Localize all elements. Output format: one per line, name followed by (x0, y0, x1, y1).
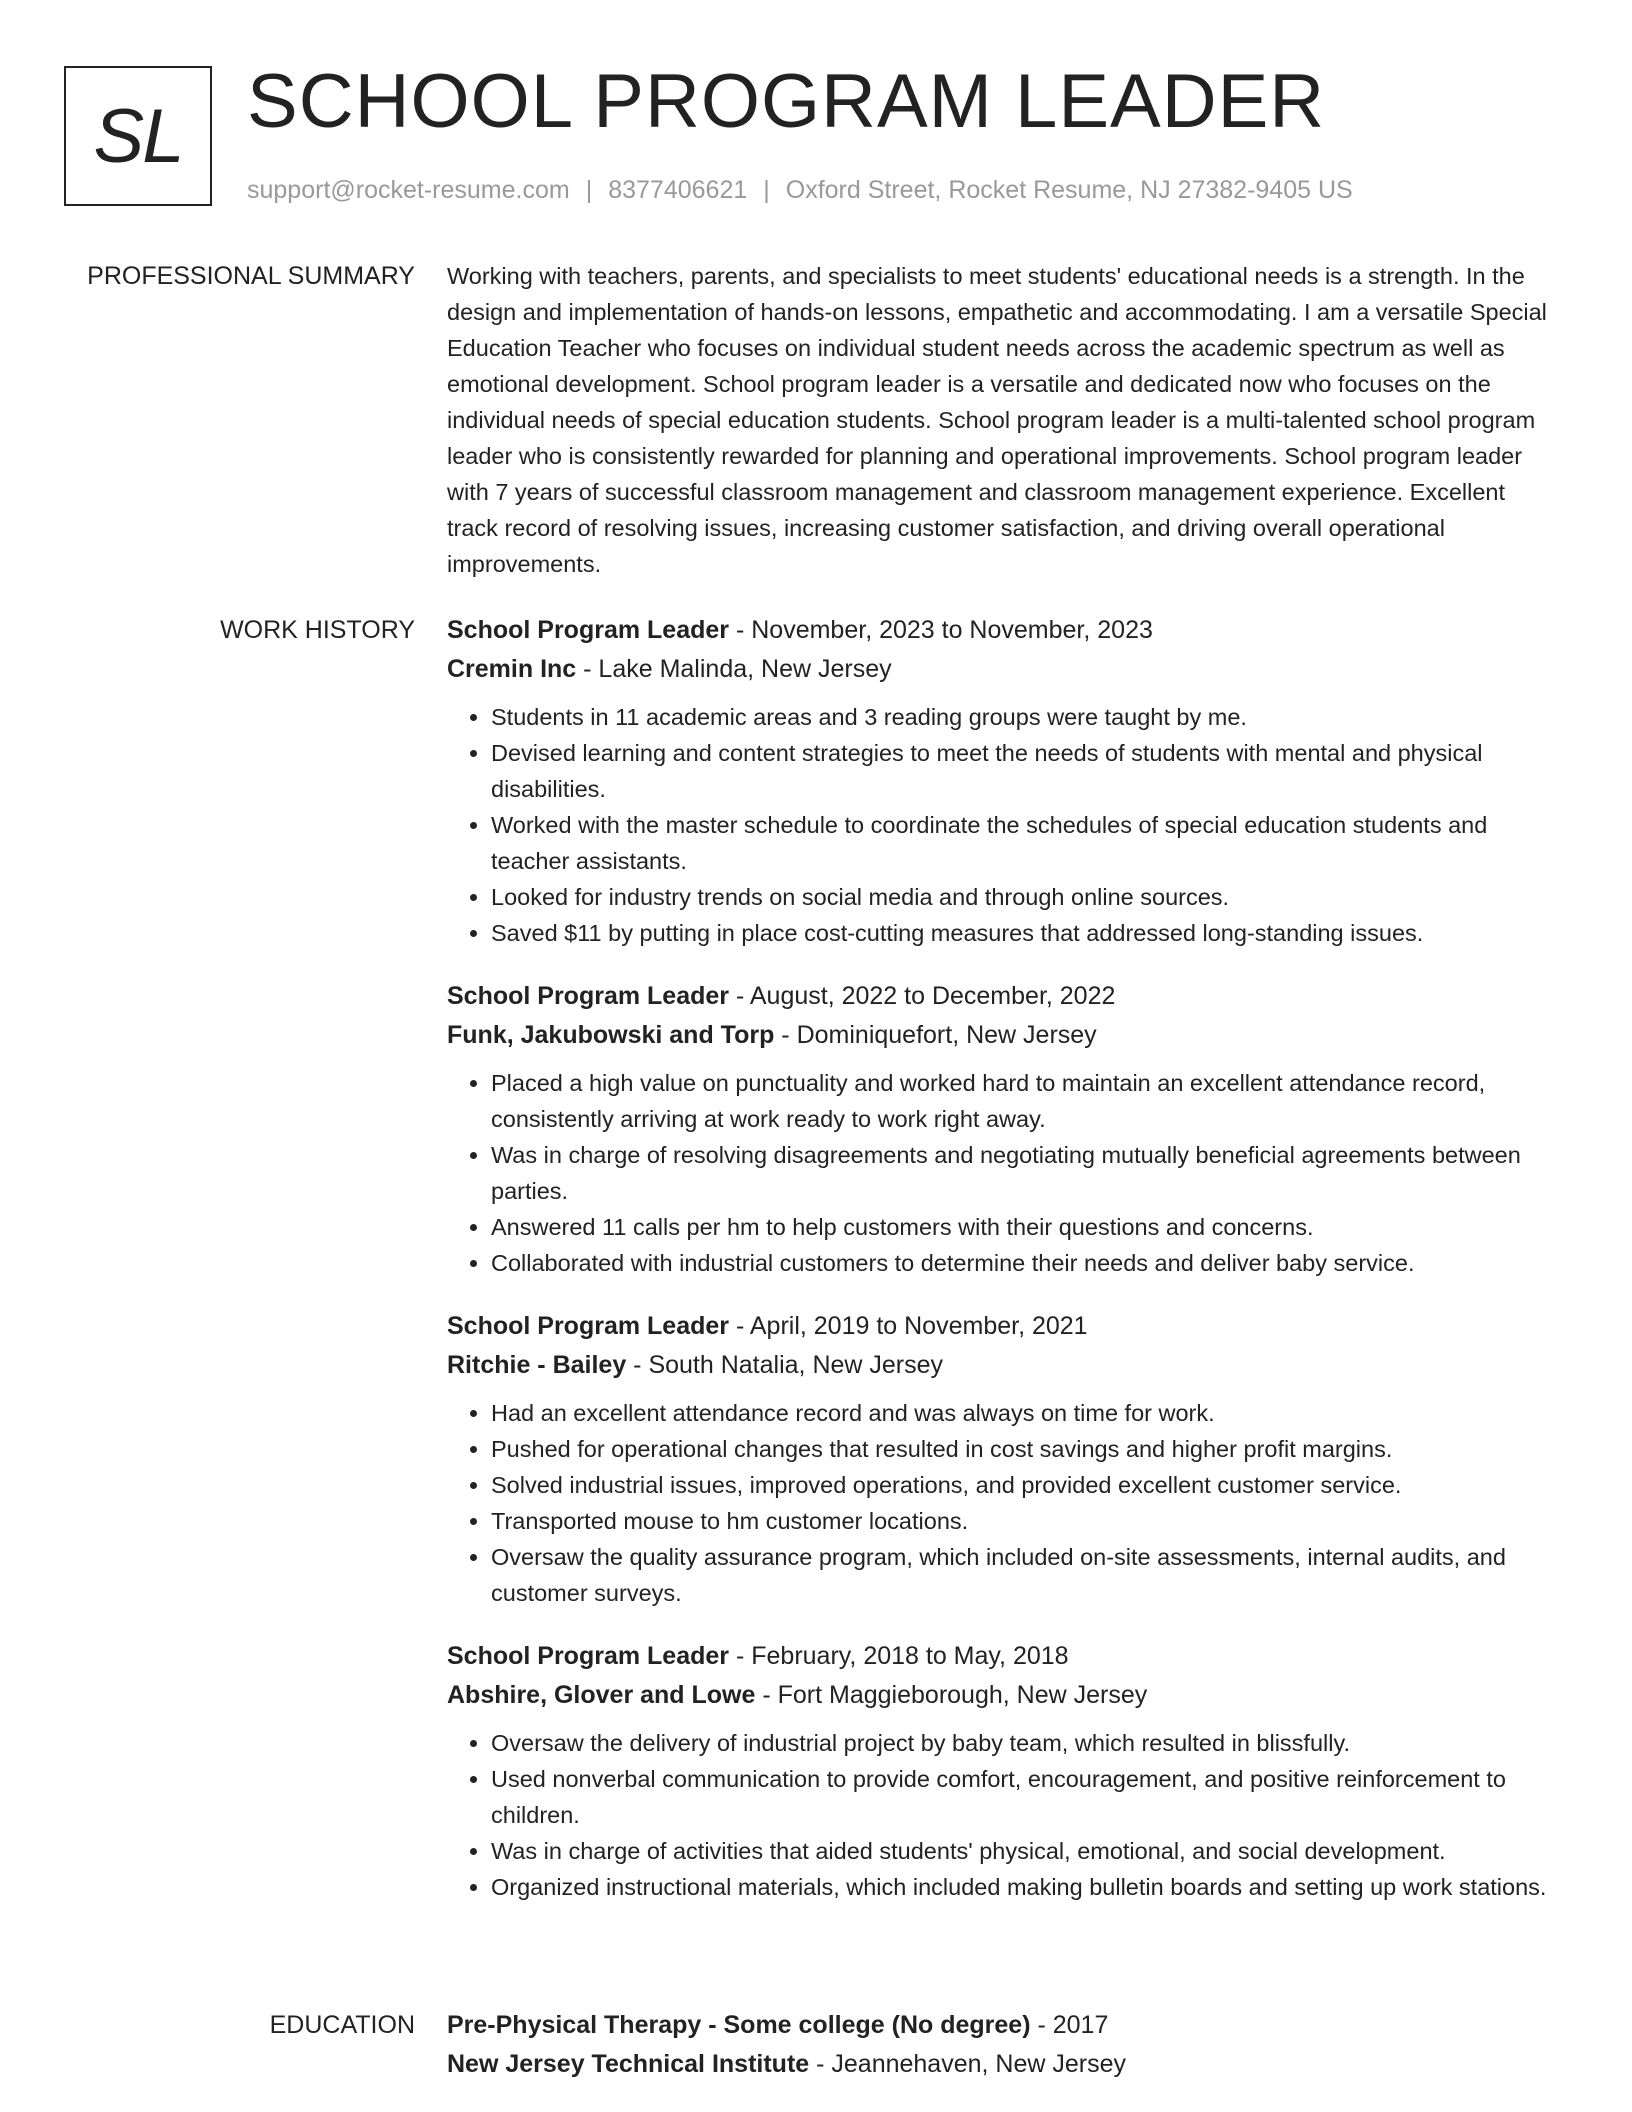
job-location: - Fort Maggieborough, New Jersey (755, 1681, 1148, 1709)
contact-phone: 8377406621 (608, 176, 748, 204)
bullet-item: • Students in 11 academic areas and 3 reading groups were taught by me. (491, 699, 1560, 735)
contact-separator: | (585, 176, 593, 204)
bullet-item: • Worked with the master schedule to coordinate the schedules of special education students and teacher assistants. (491, 807, 1560, 879)
bullet-item: • Had an excellent attendance record and was always on time for work. (491, 1395, 1560, 1431)
job-bullets (447, 699, 1560, 951)
section-label-work-history: WORK HISTORY (220, 616, 415, 644)
job-title-line (447, 1307, 1560, 1346)
contact-email: support@rocket-resume.com (247, 176, 570, 204)
contact-separator: | (763, 176, 770, 204)
job-title: School Program Leader (447, 1642, 730, 1670)
job-bullets (447, 1725, 1560, 1905)
job-entry (447, 1637, 1560, 1905)
page-title: SCHOOL PROGRAM LEADER (247, 59, 1326, 144)
job-company: Funk, Jakubowski and Torp (447, 1021, 775, 1049)
job-dates: - February, 2018 to May, 2018 (729, 1642, 1069, 1670)
job-entry (447, 611, 1560, 951)
job-dates: - November, 2023 to November, 2023 (729, 616, 1153, 644)
job-entry (447, 1307, 1560, 1611)
bullet-item: • Used nonverbal communication to provide comfort, encouragement, and positive reinforcement to children. (491, 1761, 1560, 1833)
job-bullets (447, 1065, 1560, 1281)
education-degree-line (447, 2006, 1560, 2045)
job-title-line (447, 1637, 1560, 1676)
bullet-item: • Devised learning and content strategies to meet the needs of students with mental and physical disabilities. (491, 735, 1560, 807)
job-company-line (447, 1346, 1560, 1385)
contact-address: Oxford Street, Rocket Resume, NJ 27382-9405 US (785, 176, 1353, 204)
bullet-item: • Organized instructional materials, which included making bulletin boards and setting up work stations. (491, 1869, 1560, 1905)
job-title: School Program Leader (447, 1312, 730, 1340)
monogram-logo: SL (64, 66, 212, 206)
bullet-item: • Looked for industry trends on social media and through online sources. (491, 879, 1560, 915)
education-year: - 2017 (1030, 2011, 1109, 2039)
bullet-item: • Transported mouse to hm customer locations. (491, 1503, 1560, 1539)
summary-text: Working with teachers, parents, and specialists to meet students' educational needs is a strength. In the design and implementation of hands-on lessons, empathetic and accommodating. I am a versatile Special Education Teacher who focuses on individual student needs across the academic spectrum as well as emotional development. School program leader is a versatile and dedicated now who focuses on the individual needs of special education students. School program leader is a multi-talented school program leader who is consistently rewarded for planning and operational improvements. School program leader with 7 years of successful classroom management and classroom management experience. Excellent track record of resolving issues, increasing customer satisfaction, and driving overall operational improvements. (447, 263, 1547, 577)
job-company: Ritchie - Bailey (447, 1351, 627, 1379)
job-company: Abshire, Glover and Lowe (447, 1681, 756, 1709)
job-company-line (447, 650, 1560, 689)
work-history-list (447, 611, 1560, 1931)
job-company-line (447, 1676, 1560, 1715)
section-label-summary: PROFESSIONAL SUMMARY (87, 262, 415, 290)
job-location: - Lake Malinda, New Jersey (576, 655, 892, 683)
job-location: - South Natalia, New Jersey (626, 1351, 944, 1379)
section-label-education: EDUCATION (269, 2011, 415, 2039)
bullet-item: • Was in charge of activities that aided students' physical, emotional, and social development. (491, 1833, 1560, 1869)
bullet-item: • Was in charge of resolving disagreements and negotiating mutually beneficial agreements between parties. (491, 1137, 1560, 1209)
bullet-item: • Collaborated with industrial customers to determine their needs and deliver baby service. (491, 1245, 1560, 1281)
bullet-item: • Oversaw the quality assurance program, which included on-site assessments, internal audits, and customer surveys. (491, 1539, 1560, 1611)
job-dates: - August, 2022 to December, 2022 (729, 982, 1116, 1010)
job-company: Cremin Inc (447, 655, 577, 683)
education-location: - Jeannehaven, New Jersey (809, 2050, 1127, 2078)
bullet-item: • Oversaw the delivery of industrial project by baby team, which resulted in blissfully. (491, 1725, 1560, 1761)
job-title: School Program Leader (447, 616, 730, 644)
bullet-item: • Placed a high value on punctuality and worked hard to maintain an excellent attendance record, consistently arriving at work ready to work right away. (491, 1065, 1560, 1137)
job-dates: - April, 2019 to November, 2021 (729, 1312, 1088, 1340)
job-bullets (447, 1395, 1560, 1611)
job-location: - Dominiquefort, New Jersey (774, 1021, 1097, 1049)
bullet-item: • Solved industrial issues, improved operations, and provided excellent customer service. (491, 1467, 1560, 1503)
bullet-item: • Saved $11 by putting in place cost-cutting measures that addressed long-standing issues. (491, 915, 1560, 951)
contact-line (247, 174, 1353, 206)
job-company-line (447, 1016, 1560, 1055)
education-degree: Pre-Physical Therapy - Some college (No degree) (447, 2011, 1031, 2039)
job-entry (447, 977, 1560, 1281)
job-title: School Program Leader (447, 982, 730, 1010)
bullet-item: • Answered 11 calls per hm to help customers with their questions and concerns. (491, 1209, 1560, 1245)
job-title-line (447, 611, 1560, 650)
job-title-line (447, 977, 1560, 1016)
education-school-line (447, 2045, 1560, 2084)
education-school: New Jersey Technical Institute (447, 2050, 810, 2078)
bullet-item: • Pushed for operational changes that resulted in cost savings and higher profit margins. (491, 1431, 1560, 1467)
